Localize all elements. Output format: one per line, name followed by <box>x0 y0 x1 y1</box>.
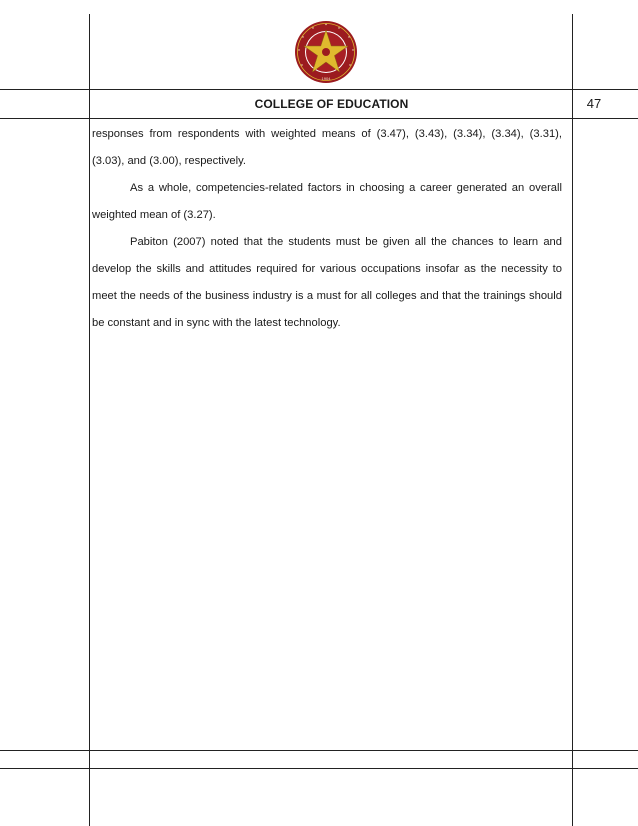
header-bottom-line <box>0 118 638 119</box>
left-margin-line <box>89 14 90 826</box>
footer-top-line <box>0 750 638 751</box>
page-header-title: COLLEGE OF EDUCATION <box>254 97 409 111</box>
footer-bottom-line <box>0 768 638 769</box>
header-top-line <box>0 89 638 90</box>
university-seal-icon <box>294 20 358 84</box>
paragraph: As a whole, competencies-related factors in choosing a career generated an overall weighted mean of (3.27). <box>92 182 562 221</box>
paragraph: responses from respondents with weighted means of (3.47), (3.43), (3.34), (3.34), (3.31), (3.03), and (3.00), respectively. <box>92 128 562 167</box>
paragraph: Pabiton (2007) noted that the students must be given all the chances to learn and develop the skills and attitudes required for various occupations insofar as the necessity to meet the needs of the business industry is a must for all colleges and that the trainings should be constant and in sync with the latest technology. <box>92 236 562 329</box>
body-text <box>92 121 562 337</box>
right-margin-line <box>572 14 573 826</box>
page-number: 47 <box>586 96 602 111</box>
seal-year: 1904 <box>321 76 331 81</box>
